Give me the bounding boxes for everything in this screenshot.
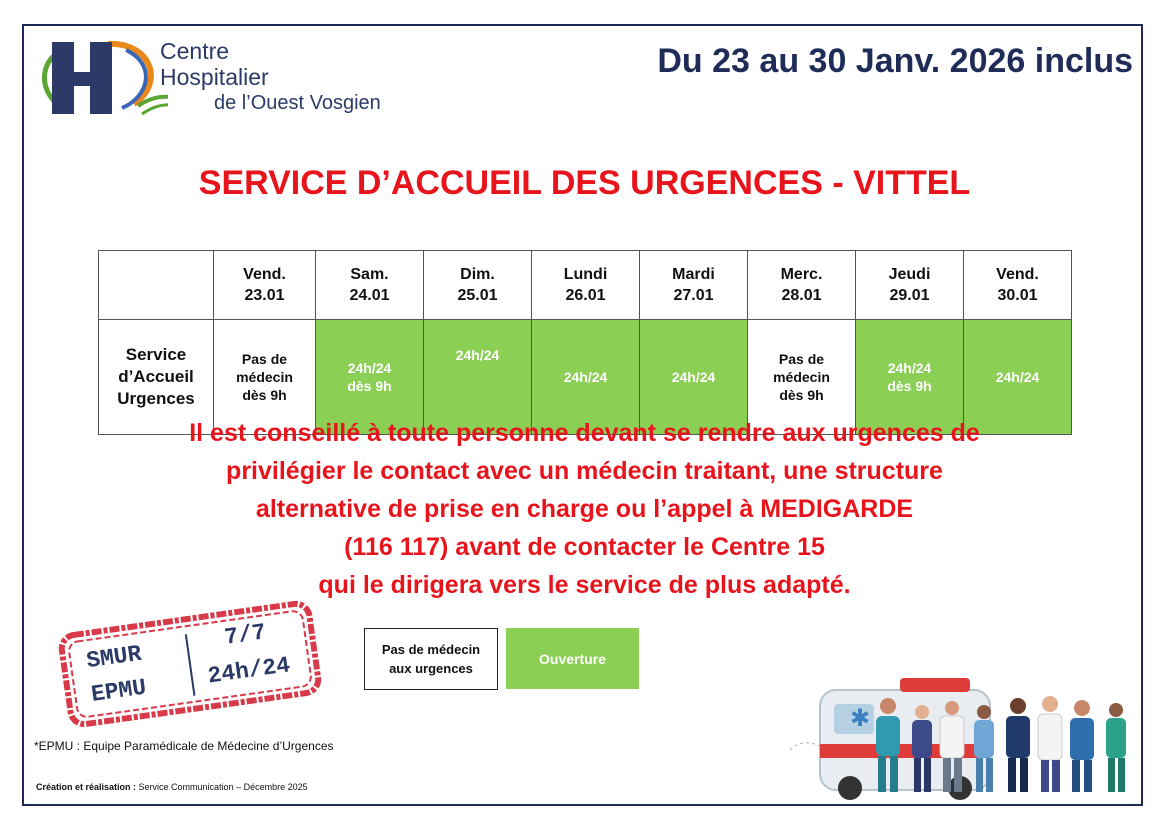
day-header <box>532 251 640 320</box>
legend-open: Ouverture <box>506 628 639 689</box>
day-date: 28.01 <box>781 287 822 304</box>
day-name: Merc. <box>780 266 823 283</box>
page-title: SERVICE D’ACCUEIL DES URGENCES - VITTEL <box>198 164 971 202</box>
row-label-line: d’Accueil <box>118 367 194 386</box>
day-name: Vend. <box>243 266 286 283</box>
status-line: 24h/24 <box>671 369 716 385</box>
logo-emblem-icon <box>38 34 168 120</box>
advice-line: (116 117) avant de contacter le Centre 15 <box>344 533 825 561</box>
day-name: Dim. <box>460 266 495 283</box>
credits-text: Service Communication – Décembre 2025 <box>136 782 308 792</box>
logo-line-2: Hospitalier <box>160 64 269 90</box>
logo-line-1: Centre <box>160 38 230 64</box>
status-line: dès 9h <box>242 387 287 403</box>
status-line: 24h/24 <box>347 360 392 376</box>
svg-text:✱: ✱ <box>850 704 871 732</box>
day-header <box>424 251 532 320</box>
status-line: dès 9h <box>887 378 932 394</box>
hospital-logo <box>38 34 398 120</box>
day-date: 30.01 <box>997 287 1038 304</box>
day-name: Mardi <box>672 266 715 283</box>
day-header <box>856 251 964 320</box>
stamp-smur: SMUR <box>84 640 144 675</box>
status-line: dès 9h <box>347 378 392 394</box>
day-header <box>748 251 856 320</box>
stamp-7-7: 7/7 <box>222 619 268 651</box>
status-line: 24h/24 <box>995 369 1040 385</box>
status-line: médecin <box>773 369 830 385</box>
day-date: 27.01 <box>673 287 714 304</box>
stamp-epmu: EPMU <box>89 674 148 708</box>
day-date: 24.01 <box>349 287 390 304</box>
day-header <box>640 251 748 320</box>
row-label-line: Service <box>125 345 187 364</box>
day-date: 29.01 <box>889 287 930 304</box>
row-label-line: Urgences <box>117 389 195 408</box>
status-line: 24h/24 <box>563 369 608 385</box>
legend-line: aux urgences <box>389 661 473 676</box>
logo-line-3: de l’Ouest Vosgien <box>214 92 381 114</box>
status-line: médecin <box>236 369 293 385</box>
advice-line: privilégier le contact avec un médecin traitant, une structure <box>226 457 943 485</box>
day-name: Vend. <box>996 266 1039 283</box>
status-line: Pas de <box>241 351 288 367</box>
day-name: Lundi <box>563 266 608 283</box>
legend-line: Pas de médecin <box>381 642 481 657</box>
epmu-footnote: *EPMU : Equipe Paramédicale de Médecine d’Urgences <box>34 739 334 753</box>
credits-label: Création et réalisation : <box>36 782 137 792</box>
day-name: Jeudi <box>888 266 931 283</box>
advice-line: Il est conseillé à toute personne devant se rendre aux urgences de <box>189 419 980 447</box>
status-line: 24h/24 <box>887 360 932 376</box>
date-range-title: Du 23 au 30 Janv. 2026 inclus <box>657 42 1133 80</box>
day-name: Sam. <box>350 266 389 283</box>
advice-line: alternative de prise en charge ou l’appel à MEDIGARDE <box>255 495 914 523</box>
legend-no-doctor <box>364 628 498 690</box>
table-header-row <box>99 251 1072 320</box>
advice-line: qui le dirigera vers le service de plus adapté. <box>318 571 851 599</box>
stamp-24h: 24h/24 <box>206 652 292 690</box>
day-header <box>316 251 424 320</box>
credits-line <box>36 782 308 792</box>
day-date: 25.01 <box>457 287 498 304</box>
schedule-table <box>98 250 1072 435</box>
status-line: Pas de <box>778 351 825 367</box>
status-line: 24h/24 <box>455 347 500 363</box>
day-header <box>214 251 316 320</box>
ambulance-staff-illustration-icon <box>780 670 1145 802</box>
advice-text <box>0 414 1169 604</box>
table-corner-cell <box>99 251 214 320</box>
day-date: 23.01 <box>244 287 285 304</box>
day-header <box>964 251 1072 320</box>
status-line: dès 9h <box>779 387 824 403</box>
day-date: 26.01 <box>565 287 606 304</box>
